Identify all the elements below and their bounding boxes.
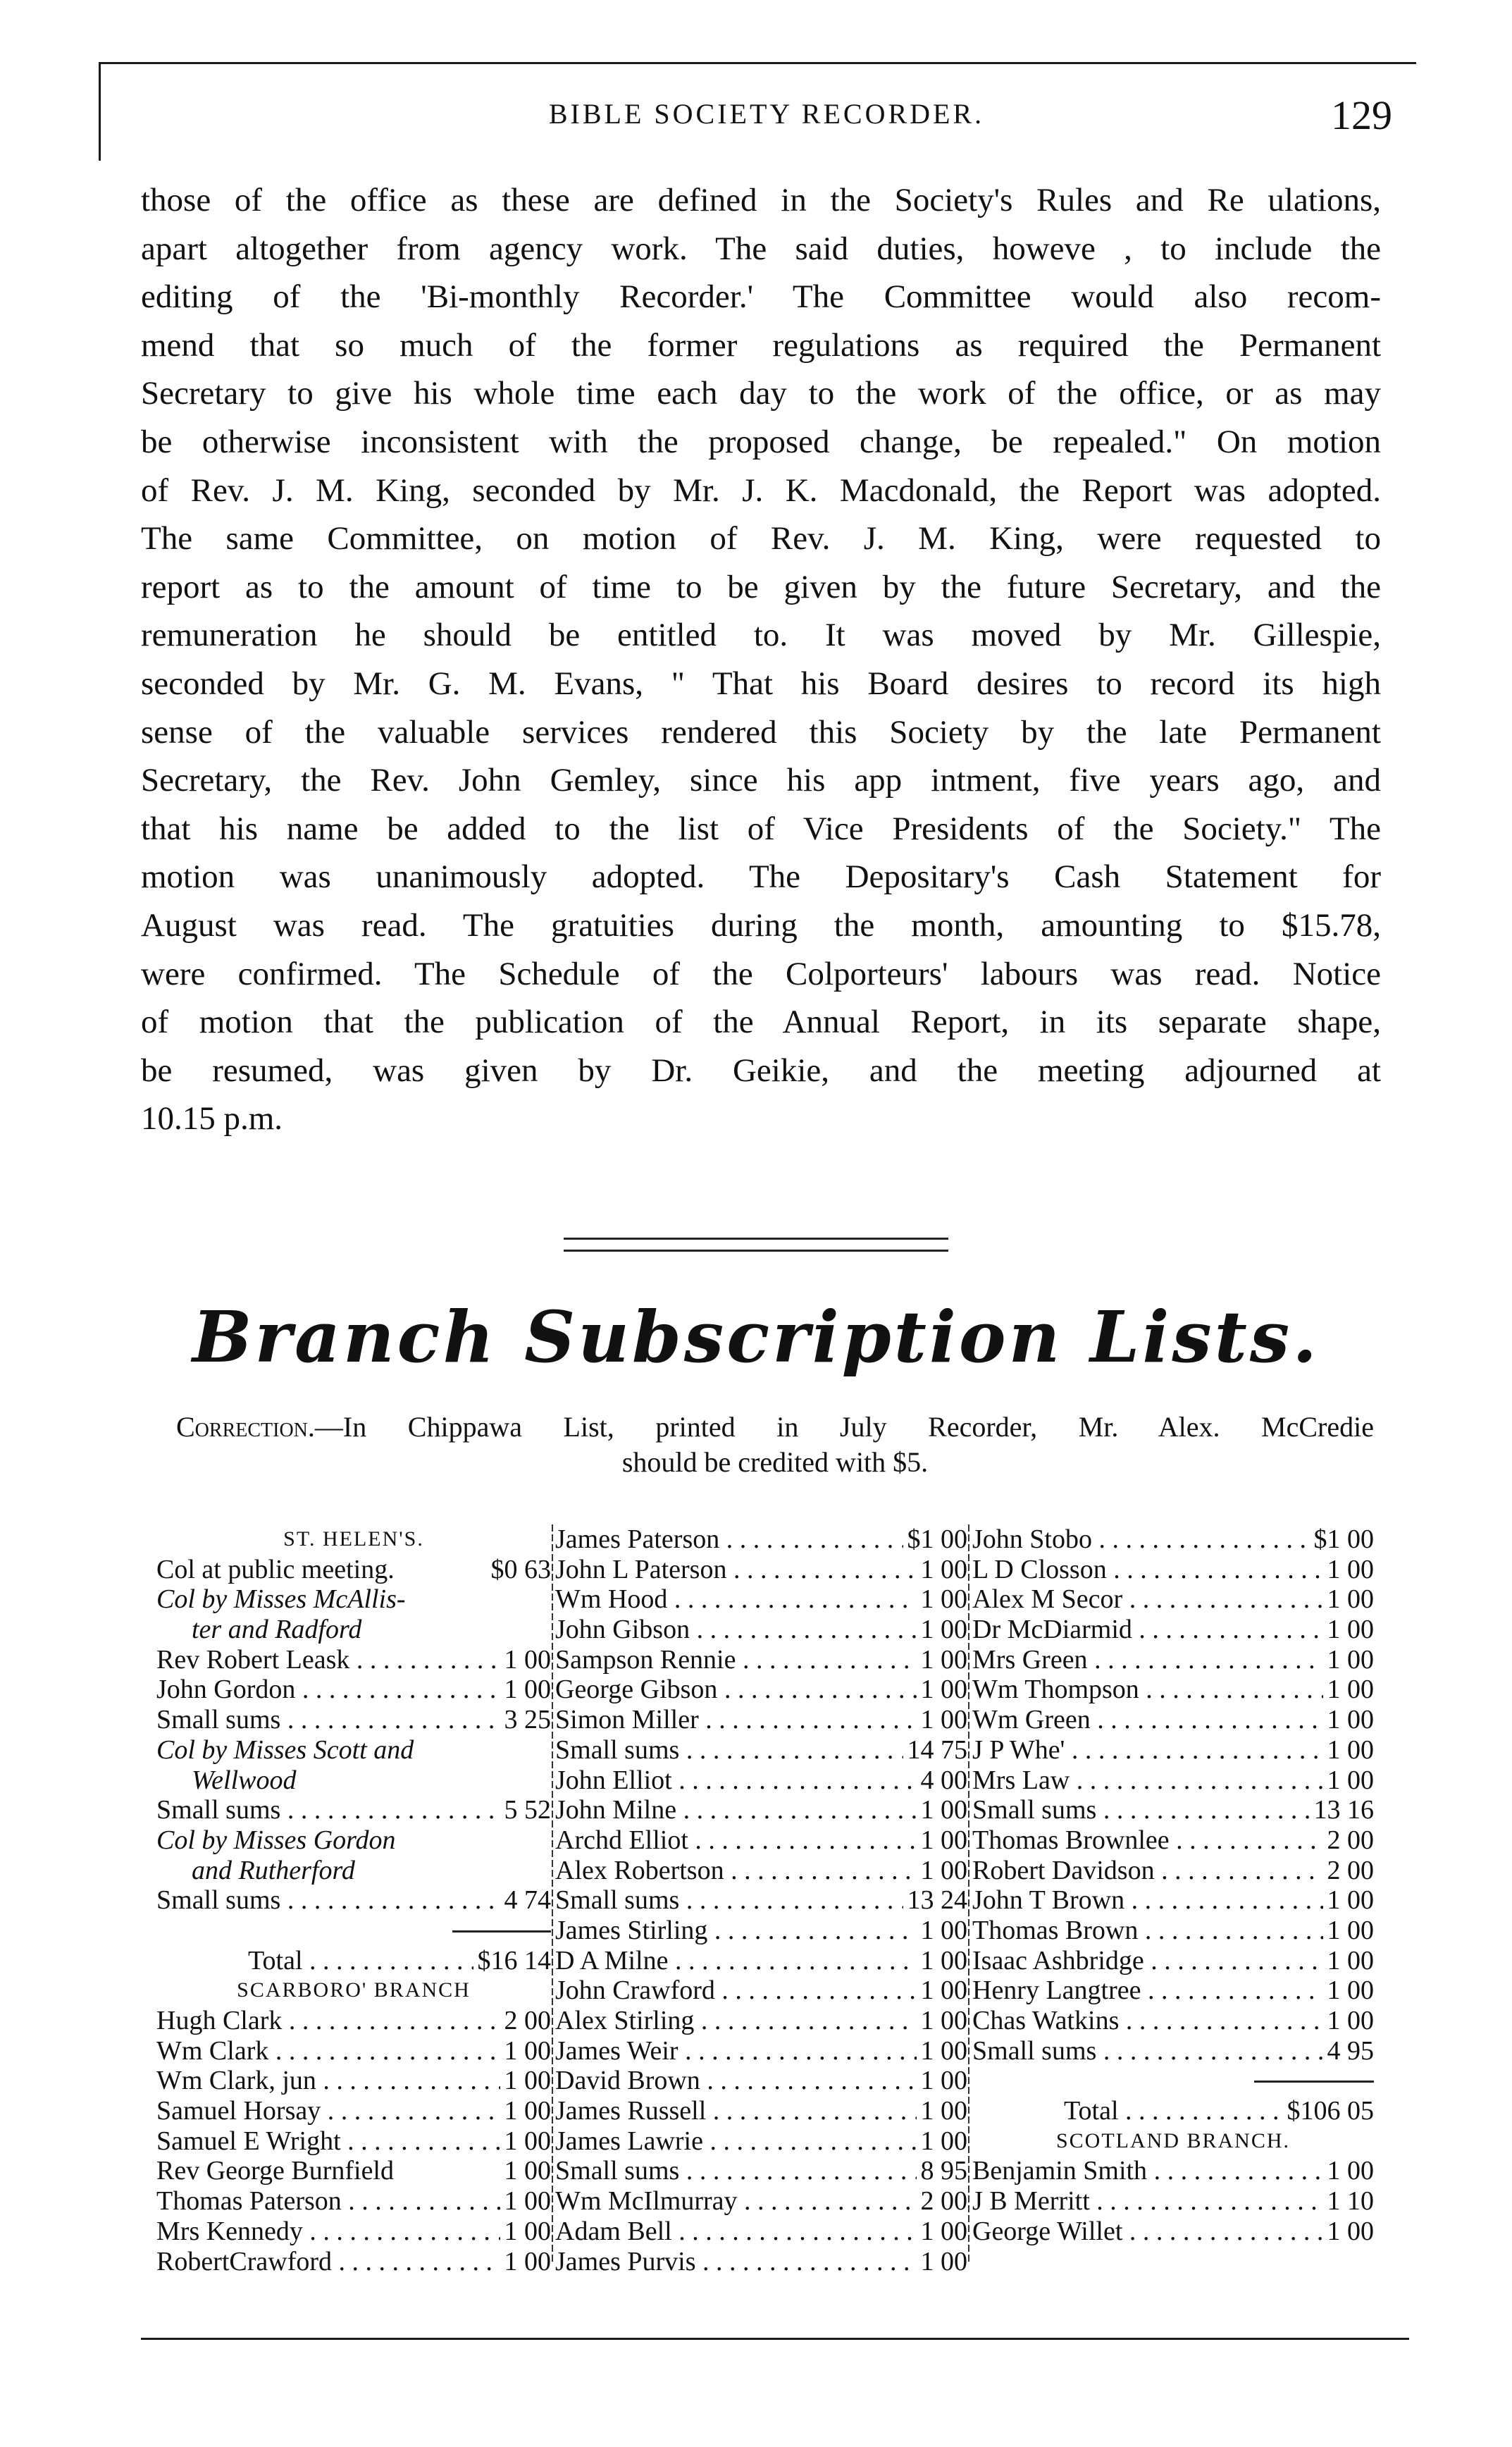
subscription-column-1	[156, 1524, 551, 2276]
subscription-amount: 1 00	[1327, 2156, 1374, 2186]
subscription-amount: 1 00	[504, 2156, 551, 2186]
subscriber-name: John Crawford . . .	[555, 1976, 917, 2006]
list-item	[972, 1885, 1374, 1916]
body-line: mend that so much of the former regulations as required the Permanent	[141, 326, 1381, 364]
body-line: be otherwise inconsistent with the proposed change, be repealed." On motion	[141, 423, 1381, 460]
list-item	[555, 2006, 967, 2036]
subscriber-name: Small sums . . .	[555, 2156, 917, 2186]
subscriber-name: Mrs Green . . .	[972, 1645, 1323, 1675]
list-item	[156, 2036, 551, 2066]
page-header	[141, 92, 1392, 154]
subscription-amount: 1 00	[1327, 1885, 1374, 1916]
subscription-amount: 5 52	[504, 1795, 551, 1825]
subscriber-name: David Brown . . .	[555, 2066, 917, 2096]
body-line: The same Committee, on motion of Rev. J. M. King, were requested to	[141, 520, 1381, 557]
subscription-amount: 1 00	[504, 1675, 551, 1705]
subscriber-name: Thomas Brownlee . . .	[972, 1825, 1323, 1856]
list-item	[555, 1825, 967, 1856]
subscriber-name: Simon Miller . . .	[555, 1705, 917, 1735]
subscriber-name: Dr McDiarmid . . .	[972, 1615, 1323, 1645]
list-item	[972, 1795, 1374, 1825]
list-item	[156, 1645, 551, 1675]
list-item	[972, 1735, 1374, 1765]
subscriber-name: James Paterson . . .	[555, 1524, 903, 1555]
subscription-amount: $1 00	[907, 1524, 967, 1554]
subscription-amount: 1 00	[1327, 1976, 1374, 2006]
list-item	[555, 1615, 967, 1645]
list-item	[555, 1675, 967, 1705]
section-title: Branch Subscription Lists.	[192, 1295, 1320, 1379]
subscriber-name: Adam Bell . . .	[555, 2217, 917, 2247]
subscriber-name: Wm Clark . . .	[156, 2036, 500, 2066]
body-line: of Rev. J. M. King, seconded by Mr. J. K. Macdonald, the Report was adopted.	[141, 471, 1381, 509]
subscriber-name: George Gibson . . .	[555, 1675, 917, 1705]
body-line: those of the office as these are defined in the Society's Rules and Re ulations,	[141, 182, 1381, 218]
subscription-amount: 1 00	[504, 2186, 551, 2217]
list-item	[555, 2096, 967, 2126]
subscriber-name: Isaac Ashbridge . . .	[972, 1946, 1323, 1976]
top-border-rule	[99, 62, 1416, 64]
body-line: sense of the valuable services rendered this Society by the late Permanent	[141, 713, 1381, 751]
subscription-amount: 1 00	[920, 1825, 967, 1855]
total-rule	[452, 1930, 551, 1933]
subscriber-name: James Lawrie . . .	[555, 2126, 917, 2157]
subscriber-name: D A Milne . . .	[555, 1946, 917, 1976]
body-line: editing of the 'Bi-monthly Recorder.' The Committee would also recom-	[141, 278, 1381, 316]
list-item	[555, 2247, 967, 2277]
subscriber-name: Henry Langtree . . .	[972, 1976, 1323, 2006]
subscriber-name: Small sums . . .	[972, 2036, 1323, 2066]
list-item	[156, 2126, 551, 2157]
list-item	[555, 1946, 967, 1976]
subscription-amount: 1 00	[920, 2246, 967, 2276]
list-item	[156, 2186, 551, 2217]
list-item	[972, 1675, 1374, 1705]
list-heading: SCARBORO' BRANCH	[237, 1978, 471, 2002]
list-item	[972, 2036, 1374, 2066]
subscription-amount: 3 25	[504, 1705, 551, 1735]
list-item	[555, 1976, 967, 2006]
subscriber-name: Rev George Burnfield	[156, 2156, 394, 2186]
list-total	[972, 2096, 1374, 2126]
list-item	[555, 1705, 967, 1735]
subscription-amount: 1 00	[1327, 1945, 1374, 1976]
page-number: 129	[1331, 92, 1392, 138]
subscription-amount: 1 00	[920, 1615, 967, 1645]
section-divider	[564, 1238, 948, 1252]
subscriber-name: Small sums . . .	[156, 1795, 500, 1825]
subscriber-name: James Russell . . .	[555, 2096, 917, 2126]
subscription-amount: $0 63	[490, 1554, 551, 1584]
list-item	[555, 1916, 967, 1946]
subscription-amount: 1 00	[1327, 1644, 1374, 1675]
list-item	[972, 1615, 1374, 1645]
subscription-column-2	[555, 1524, 967, 2276]
subscription-amount: 1 00	[1327, 1584, 1374, 1615]
column-divider	[968, 1524, 969, 2264]
subscription-amount: 4 00	[920, 1765, 967, 1795]
list-item	[972, 2217, 1374, 2247]
subscriber-name: Small sums . . .	[555, 1735, 903, 1765]
subscription-amount: 2 00	[1327, 1855, 1374, 1885]
subscription-amount: 1 00	[920, 1584, 967, 1615]
subscription-amount: 1 00	[920, 1554, 967, 1584]
subscription-amount: 1 00	[1327, 2216, 1374, 2246]
collector-line: ter and Radford	[192, 1615, 362, 1645]
list-item	[156, 2247, 551, 2277]
list-item	[555, 2217, 967, 2247]
subscriber-name: Chas Watkins . . .	[972, 2006, 1323, 2036]
subscriber-name: Wm Hood . . .	[555, 1584, 917, 1615]
list-item	[156, 1555, 551, 1585]
subscriber-name: RobertCrawford . . .	[156, 2247, 500, 2277]
subscriber-name: Thomas Paterson . . .	[156, 2186, 500, 2217]
correction-text: —In Chippawa List, printed in July Recorder, Mr. Alex. McCredie	[314, 1411, 1374, 1443]
subscription-amount: 13 24	[907, 1885, 967, 1916]
running-title: BIBLE SOCIETY RECORDER.	[548, 98, 985, 130]
body-line: were confirmed. The Schedule of the Colporteurs' labours was read. Notice	[141, 955, 1381, 992]
list-item	[972, 1976, 1374, 2006]
subscriber-name: Samuel Horsay . . .	[156, 2096, 500, 2126]
subscription-amount: 1 00	[504, 1644, 551, 1675]
subscription-amount: 1 00	[920, 2126, 967, 2156]
subscription-amount: $16 14	[477, 1945, 551, 1976]
subscription-amount: 1 00	[920, 2035, 967, 2066]
subscription-amount: 1 00	[920, 2216, 967, 2246]
list-item	[555, 1885, 967, 1916]
correction-note	[176, 1410, 1374, 1480]
list-heading: ST. HELEN'S.	[283, 1527, 424, 1551]
list-item	[555, 1555, 967, 1585]
body-line: remuneration he should be entitled to. It was moved by Mr. Gillespie,	[141, 617, 1381, 654]
list-item	[972, 1705, 1374, 1735]
subscriber-name: Wm Clark, jun . . .	[156, 2066, 500, 2096]
body-line: report as to the amount of time to be given by the future Secretary, and the	[141, 568, 1381, 605]
subscriber-name: Robert Davidson . . .	[972, 1856, 1323, 1886]
subscription-amount: 1 00	[920, 2006, 967, 2035]
body-line: 10.15 p.m.	[141, 1100, 283, 1138]
list-item	[972, 1765, 1374, 1796]
subscription-amount: 1 10	[1327, 2186, 1374, 2217]
subscriber-name: L D Closson . . .	[972, 1555, 1323, 1585]
subscription-amount: $1 00	[1313, 1524, 1374, 1554]
body-line: be resumed, was given by Dr. Geikie, and the meeting adjourned at	[141, 1052, 1381, 1089]
subscription-column-3	[972, 1524, 1374, 2247]
subscriber-name: Col at public meeting.	[156, 1554, 395, 1584]
subscriber-name: John T Brown . . .	[972, 1885, 1323, 1916]
list-item	[972, 1856, 1374, 1886]
subscription-amount: 1 00	[920, 2096, 967, 2126]
subscription-amount: 1 00	[920, 1915, 967, 1945]
subscription-amount: 1 00	[920, 1675, 967, 1705]
subscription-amount: 4 95	[1327, 2035, 1374, 2066]
subscriber-name: Alex Robertson . . .	[555, 1856, 917, 1886]
subscription-amount: 2 00	[504, 2006, 551, 2035]
collector-line: Col by Misses Scott and	[156, 1734, 414, 1765]
subscriber-name: John Gibson . . .	[555, 1615, 917, 1645]
subscription-amount: 1 00	[920, 2066, 967, 2096]
subscription-amount: 2 00	[920, 2186, 967, 2217]
subscription-amount: 1 00	[1327, 1615, 1374, 1645]
list-heading: SCOTLAND BRANCH.	[1055, 2128, 1291, 2152]
subscriber-name: Mrs Law . . .	[972, 1765, 1323, 1796]
subscription-amount: 1 00	[504, 2066, 551, 2096]
collector-line: Col by Misses Gordon	[156, 1825, 396, 1855]
subscriber-name: Small sums . . .	[972, 1795, 1310, 1825]
list-item	[156, 2156, 551, 2186]
subscriber-name: Total . . .	[972, 2096, 1283, 2126]
list-item	[555, 1856, 967, 1886]
list-item	[156, 1675, 551, 1705]
list-item	[972, 1825, 1374, 1856]
body-line: Secretary to give his whole time each day to the work of the office, or as may	[141, 375, 1381, 412]
list-item	[555, 2066, 967, 2096]
bottom-border-rule	[141, 2338, 1409, 2340]
list-item	[972, 2006, 1374, 2036]
body-line: Secretary, the Rev. John Gemley, since his app intment, five years ago, and	[141, 762, 1381, 799]
subscriber-name: George Willet . . .	[972, 2217, 1323, 2247]
subscriber-name: John Milne . . .	[555, 1795, 917, 1825]
body-line: of motion that the publication of the Annual Report, in its separate shape,	[141, 1004, 1381, 1041]
subscriber-name: Small sums . . .	[156, 1705, 500, 1735]
list-item	[972, 1916, 1374, 1946]
subscription-amount: 1 00	[1327, 1554, 1374, 1584]
subscription-amount: 1 00	[1327, 1915, 1374, 1945]
subscriber-name: Benjamin Smith . . .	[972, 2156, 1323, 2186]
column-divider	[552, 1524, 553, 2264]
subscriber-name: Total . . .	[156, 1946, 473, 1976]
list-item	[972, 1946, 1374, 1976]
list-item	[156, 1705, 551, 1735]
subscription-amount: 1 00	[1327, 1765, 1374, 1795]
body-line: August was read. The gratuities during the month, amounting to $15.78,	[141, 906, 1381, 944]
subscriber-name: Wm Thompson . . .	[972, 1675, 1323, 1705]
body-line: seconded by Mr. G. M. Evans, " That his Board desires to record its high	[141, 665, 1381, 702]
left-border-rule	[99, 62, 101, 161]
list-item	[972, 1645, 1374, 1675]
collector-line: Wellwood	[192, 1765, 297, 1795]
body-line: that his name be added to the list of Vice Presidents of the Society." The	[141, 810, 1381, 847]
subscription-amount: 4 74	[504, 1885, 551, 1916]
subscriber-name: Archd Elliot . . .	[555, 1825, 917, 1856]
subscriber-name: John Gordon . . .	[156, 1675, 500, 1705]
subscription-amount: 1 00	[1327, 1705, 1374, 1735]
list-item	[156, 2066, 551, 2096]
subscriber-name: Wm Green . . .	[972, 1705, 1323, 1735]
list-item	[156, 2096, 551, 2126]
subscriber-name: John L Paterson . . .	[555, 1555, 917, 1585]
subscription-amount: 1 00	[920, 1795, 967, 1825]
subscription-amount: 1 00	[504, 2035, 551, 2066]
subscription-amount: 1 00	[920, 1644, 967, 1675]
collector-line: and Rutherford	[192, 1855, 355, 1885]
subscription-amount: 14 75	[907, 1734, 967, 1765]
list-item	[555, 1524, 967, 1555]
subscription-amount: 8 95	[920, 2156, 967, 2186]
total-rule	[1254, 2081, 1374, 2083]
subscriber-name: James Purvis . . .	[555, 2247, 917, 2277]
subscription-amount: 1 00	[920, 1705, 967, 1735]
subscriber-name: Thomas Brown . . .	[972, 1916, 1323, 1946]
subscriber-name: John Stobo . . .	[972, 1524, 1310, 1555]
subscription-amount: 1 00	[504, 2246, 551, 2276]
subscription-amount: 1 00	[920, 1945, 967, 1976]
correction-line-1	[176, 1410, 1374, 1445]
subscription-amount: 1 00	[1327, 2006, 1374, 2035]
subscriber-name: Alex Stirling . . .	[555, 2006, 917, 2036]
list-item	[555, 1795, 967, 1825]
list-item	[156, 1885, 551, 1916]
subscriber-name: Mrs Kennedy . . .	[156, 2217, 500, 2247]
list-item	[555, 2126, 967, 2157]
subscriber-name: Small sums . . .	[156, 1885, 500, 1916]
subscriber-name: James Stirling . . .	[555, 1916, 917, 1946]
list-total	[156, 1946, 551, 1976]
body-line: apart altogether from agency work. The said duties, howeve , to include the	[141, 230, 1381, 267]
list-item	[972, 2186, 1374, 2217]
list-item	[972, 1584, 1374, 1615]
subscriber-name: James Weir . . .	[555, 2036, 917, 2066]
list-item	[156, 2006, 551, 2036]
list-item	[555, 2036, 967, 2066]
subscription-amount: 1 00	[920, 1855, 967, 1885]
subscriber-name: Rev Robert Leask . . .	[156, 1645, 500, 1675]
subscriber-name: J P Whe' . . .	[972, 1735, 1323, 1765]
list-item	[555, 1765, 967, 1796]
subscriber-name: Samuel E Wright . . .	[156, 2126, 500, 2157]
subscription-amount: 1 00	[920, 1976, 967, 2006]
collector-line: Col by Misses McAllis-	[156, 1584, 406, 1615]
subscription-amount: 1 00	[504, 2216, 551, 2246]
subscription-amount: 1 00	[1327, 1675, 1374, 1705]
body-line: motion was unanimously adopted. The Depositary's Cash Statement for	[141, 858, 1381, 896]
subscriber-name: Alex M Secor . . .	[972, 1584, 1323, 1615]
subscription-amount: 2 00	[1327, 1825, 1374, 1855]
subscriber-name: Small sums . . .	[555, 1885, 903, 1916]
body-paragraph	[141, 176, 1381, 1143]
list-item	[555, 2186, 967, 2217]
subscriber-name: John Elliot . . .	[555, 1765, 917, 1796]
list-item	[156, 1795, 551, 1825]
subscriber-name: J B Merritt . . .	[972, 2186, 1323, 2217]
list-item	[972, 1555, 1374, 1585]
subscription-amount: 13 16	[1313, 1795, 1374, 1825]
correction-label: Correction.	[176, 1411, 315, 1443]
subscription-amount: 1 00	[504, 2126, 551, 2156]
subscription-amount: 1 00	[504, 2096, 551, 2126]
subscriber-name: Hugh Clark . . .	[156, 2006, 500, 2036]
subscription-amount: $106 05	[1287, 2096, 1374, 2126]
list-item	[555, 2156, 967, 2186]
list-item	[156, 2217, 551, 2247]
subscriber-name: Wm McIlmurray . . .	[555, 2186, 917, 2217]
correction-line-2: should be credited with $5.	[621, 1446, 929, 1478]
subscriber-name: Sampson Rennie . . .	[555, 1645, 917, 1675]
subscription-amount: 1 00	[1327, 1734, 1374, 1765]
list-item	[972, 1524, 1374, 1555]
list-item	[555, 1735, 967, 1765]
list-item	[555, 1584, 967, 1615]
list-item	[555, 1645, 967, 1675]
list-item	[972, 2156, 1374, 2186]
